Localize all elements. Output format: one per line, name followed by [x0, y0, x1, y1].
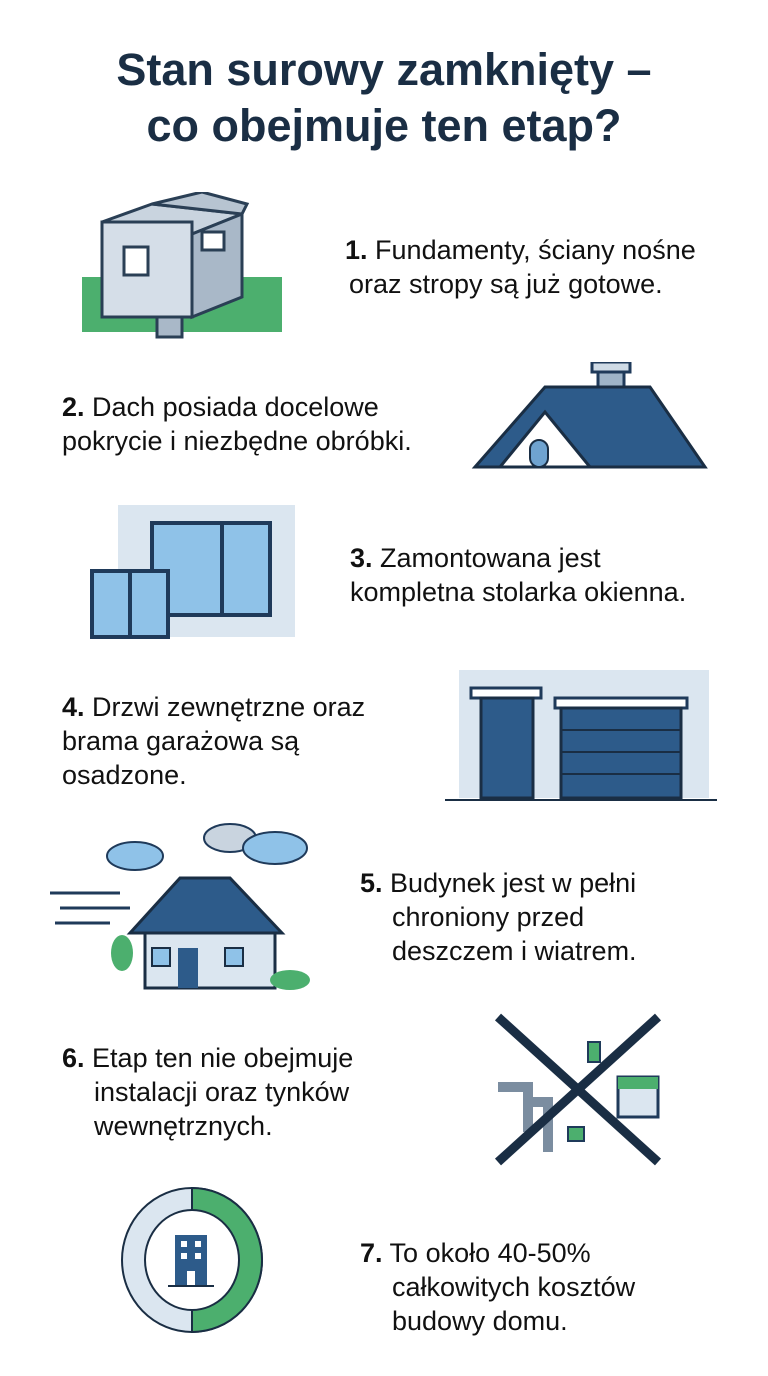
house-weather-icon	[50, 818, 318, 990]
roof-icon	[470, 362, 710, 472]
door-garage-icon	[445, 670, 717, 802]
item-5	[360, 866, 637, 968]
item-number: 2.	[62, 392, 85, 422]
building-frame-icon	[82, 192, 282, 347]
item-text: całkowitych kosztów	[392, 1272, 636, 1302]
item-text: brama garażowa są	[62, 726, 300, 756]
item-text: Drzwi zewnętrzne oraz	[92, 692, 366, 722]
item-text: To około 40-50%	[389, 1238, 591, 1268]
item-number: 3.	[350, 543, 373, 573]
page-title	[0, 42, 768, 154]
cost-donut-icon	[120, 1185, 268, 1335]
title-line-1: Stan surowy zamknięty –	[116, 44, 652, 95]
item-number: 4.	[62, 692, 85, 722]
item-number: 5.	[360, 868, 383, 898]
item-text: wewnętrznych.	[94, 1111, 273, 1141]
item-text: Etap ten nie obejmuje	[92, 1043, 354, 1073]
item-6	[62, 1041, 353, 1143]
item-number: 6.	[62, 1043, 85, 1073]
item-text: oraz stropy są już gotowe.	[349, 269, 663, 299]
item-text: Budynek jest w pełni	[390, 868, 637, 898]
item-text: instalacji oraz tynków	[94, 1077, 350, 1107]
item-number: 7.	[360, 1238, 383, 1268]
item-text: Dach posiada docelowe	[92, 392, 379, 422]
item-text: Fundamenty, ściany nośne	[375, 235, 696, 265]
item-text: deszczem i wiatrem.	[392, 936, 637, 966]
no-installations-icon	[488, 1012, 673, 1167]
item-text: Zamontowana jest	[380, 543, 601, 573]
item-text: kompletna stolarka okienna.	[350, 577, 687, 607]
item-number: 1.	[345, 235, 368, 265]
title-line-2: co obejmuje ten etap?	[146, 100, 622, 151]
item-text: pokrycie i niezbędne obróbki.	[62, 426, 412, 456]
item-2	[62, 390, 412, 458]
item-1	[345, 233, 696, 301]
item-text: osadzone.	[62, 760, 187, 790]
windows-icon	[90, 505, 295, 640]
item-text: budowy domu.	[392, 1306, 568, 1336]
item-text: chroniony przed	[392, 902, 585, 932]
item-3	[350, 541, 686, 609]
item-4	[62, 690, 365, 792]
item-7	[360, 1236, 635, 1338]
